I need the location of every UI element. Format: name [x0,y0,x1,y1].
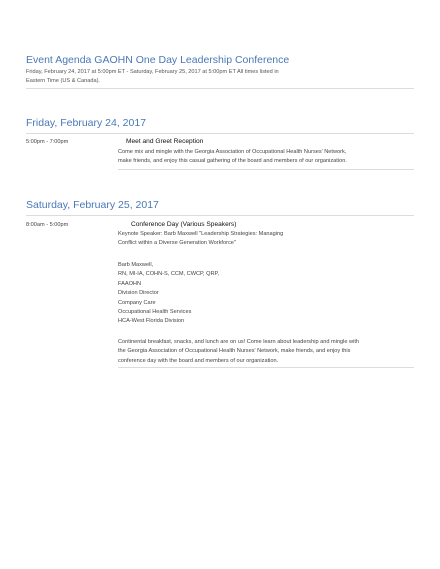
speaker-details [118,261,219,327]
document-subtitle [26,68,326,86]
keynote-line: Conflict within a Diverse Generation Workforce" [118,240,236,247]
event-description [118,148,347,167]
day-heading-saturday: Saturday, February 25, 2017 [26,199,159,211]
keynote-info [118,230,283,249]
divider [26,133,414,134]
event-description [118,338,359,366]
subtitle-line: Eastern Time (US & Canada). [26,78,100,84]
divider [26,215,414,216]
divider [26,88,414,89]
speaker-line: HCA-West Florida Division [118,318,185,325]
divider [118,169,414,170]
speaker-line: Company Care [118,299,156,306]
event-time: 5:00pm - 7:00pm [26,139,69,145]
subtitle-line: Friday, February 24, 2017 at 5:00pm ET - Saturday, February 25, 2017 at 5:00pm ET All times listed in [26,69,279,75]
description-line: conference day with the board and members of our organization. [118,357,279,364]
description-line: Continental breakfast, snacks, and lunch are on us! Come learn about leadership and mingle with [118,339,359,345]
speaker-line: Occupational Health Services [118,309,192,316]
description-line: the Georgia Association of Occupational Health Nurses' Network, make friends, and enjoy this [118,348,351,355]
speaker-line: Barb Maxwell, [118,262,154,268]
speaker-line: FAAOHN [118,280,142,287]
event-title: Conference Day (Various Speakers) [131,221,237,228]
speaker-line: Division Director [118,290,159,297]
event-title: Meet and Greet Reception [126,138,204,145]
document-title: Event Agenda GAOHN One Day Leadership Conference [26,54,290,66]
description-line: make friends, and enjoy this casual gathering of the board and members of our organization. [118,158,347,165]
speaker-line: RN, MI-IA, COHN-S, CCM, CWCP, QRP, [118,271,220,278]
description-line: Come mix and mingle with the Georgia Association of Occupational Health Nurses' Network, [118,149,347,155]
divider [118,367,414,368]
keynote-line: Keynote Speaker: Barb Maxwell "Leadership Strategies: Managing [118,231,284,237]
day-heading-friday: Friday, February 24, 2017 [26,117,147,129]
event-time: 8:00am - 5:00pm [26,222,69,228]
